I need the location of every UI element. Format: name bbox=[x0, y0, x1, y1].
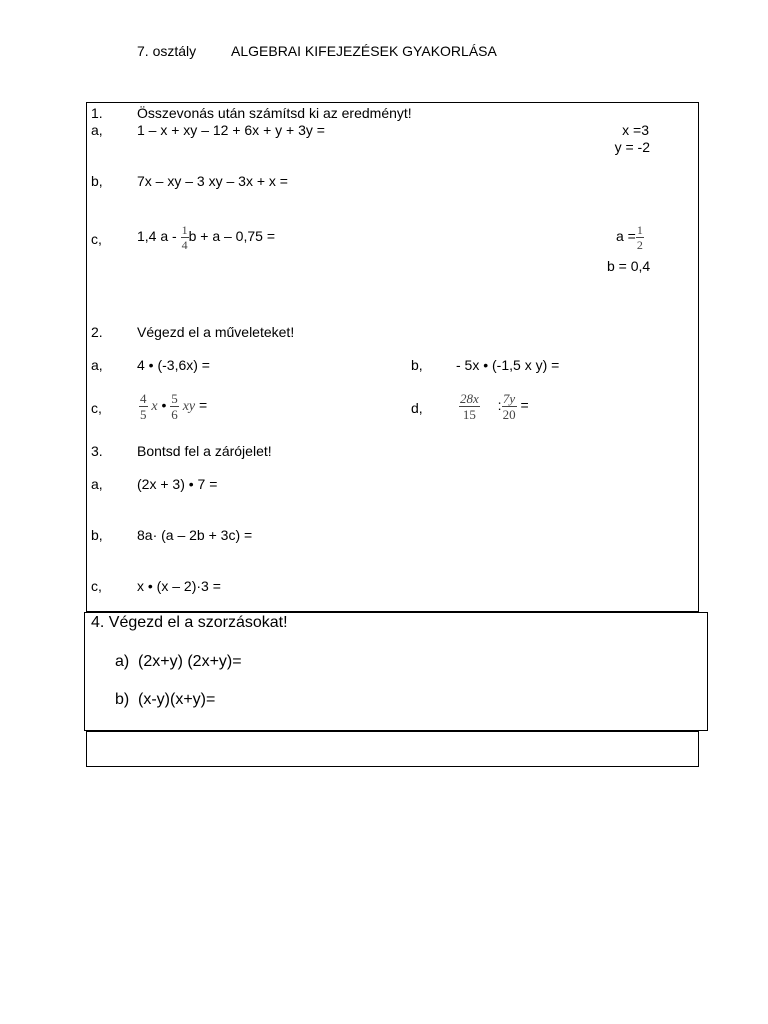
task1a-given-x: x =3 bbox=[622, 122, 649, 138]
task1a-expression: 1 – x + xy – 12 + 6x + y + 3y = bbox=[137, 122, 325, 138]
task4b-expression: (x-y)(x+y)= bbox=[138, 691, 216, 708]
task1c-label: c, bbox=[91, 231, 102, 247]
task1c-expression bbox=[137, 224, 275, 251]
task2d-equals: = bbox=[520, 397, 529, 414]
task4a-expression: (2x+y) (2x+y)= bbox=[138, 653, 242, 670]
task2c-f2-var: xy bbox=[182, 399, 196, 415]
task2c-f2-den: 6 bbox=[171, 407, 178, 422]
task1c-given-a bbox=[616, 224, 644, 251]
grade-label: 7. osztály bbox=[137, 43, 197, 59]
task1c-given-a-pre: a = bbox=[616, 228, 636, 245]
task2d-operator: : bbox=[497, 397, 502, 414]
task1c-given-a-num: 1 bbox=[636, 223, 643, 237]
worksheet-title: ALGEBRAI KIFEJEZÉSEK GYAKORLÁSA bbox=[231, 43, 497, 59]
task1c-fraction bbox=[181, 224, 189, 251]
task2d-f1-den: 15 bbox=[462, 407, 476, 422]
task2c-fraction-1 bbox=[139, 392, 148, 421]
task2a-label: a, bbox=[91, 357, 103, 373]
task2d-expression bbox=[459, 392, 529, 421]
task1c-given-a-den: 2 bbox=[636, 238, 643, 252]
task2c-f1-num: 4 bbox=[140, 391, 147, 406]
task2c-operator: • bbox=[161, 397, 167, 414]
task2d-f2-num: 7y bbox=[502, 391, 516, 406]
task1b-label: b, bbox=[91, 173, 103, 189]
task2d-fraction-2 bbox=[502, 392, 517, 421]
task4a-label: a) bbox=[115, 653, 130, 670]
task3b-label: b, bbox=[91, 527, 103, 543]
task1c-frac-den: 4 bbox=[181, 238, 188, 252]
task3c-expression: x • (x – 2)·3 = bbox=[137, 578, 221, 594]
task2d-fraction-1 bbox=[459, 392, 480, 421]
task3b-expression: 8a· (a – 2b + 3c) = bbox=[137, 527, 253, 543]
task4b-label: b) bbox=[115, 691, 130, 708]
task3a-label: a, bbox=[91, 476, 103, 492]
task2c-equals: = bbox=[199, 397, 208, 414]
task3a-expression: (2x + 3) • 7 = bbox=[137, 476, 218, 492]
task1-title: Összevonás után számítsd ki az eredményt! bbox=[137, 105, 412, 121]
task1a-given-y: y = -2 bbox=[614, 139, 650, 155]
task1c-expr-post: b + a – 0,75 = bbox=[188, 228, 275, 245]
task3-title: Bontsd fel a zárójelet! bbox=[137, 443, 272, 459]
task1c-expr-pre: 1,4 a - bbox=[137, 228, 177, 245]
task2c-f1-var: x bbox=[151, 399, 158, 415]
task2d-f1-num: 28x bbox=[460, 391, 479, 406]
task2b-label: b, bbox=[411, 357, 423, 373]
task3c-label: c, bbox=[91, 578, 102, 594]
task2d-f2-den: 20 bbox=[502, 407, 516, 422]
task2c-f2-num: 5 bbox=[171, 391, 178, 406]
task4-title: 4. Végezd el a szorzásokat! bbox=[91, 614, 288, 631]
task2-number: 2. bbox=[91, 324, 103, 340]
task1c-given-b: b = 0,4 bbox=[607, 258, 651, 274]
task2-title: Végezd el a műveleteket! bbox=[137, 324, 295, 340]
task1c-frac-num: 1 bbox=[181, 223, 188, 237]
task2b-expression: - 5x • (-1,5 x y) = bbox=[456, 357, 560, 373]
task1a-label: a, bbox=[91, 122, 103, 138]
task1b-expression: 7x – xy – 3 xy – 3x + x = bbox=[137, 173, 288, 189]
task2c-expression bbox=[139, 392, 207, 421]
empty-answer-box bbox=[86, 731, 699, 767]
task2c-label: c, bbox=[91, 400, 102, 416]
task2a-expression: 4 • (-3,6x) = bbox=[137, 357, 210, 373]
task2c-f1-den: 5 bbox=[140, 407, 147, 422]
task1c-given-a-fraction bbox=[636, 224, 644, 251]
task3-number: 3. bbox=[91, 443, 103, 459]
task2c-fraction-2 bbox=[170, 392, 179, 421]
task1-number: 1. bbox=[91, 105, 103, 121]
task2d-label: d, bbox=[411, 400, 423, 416]
